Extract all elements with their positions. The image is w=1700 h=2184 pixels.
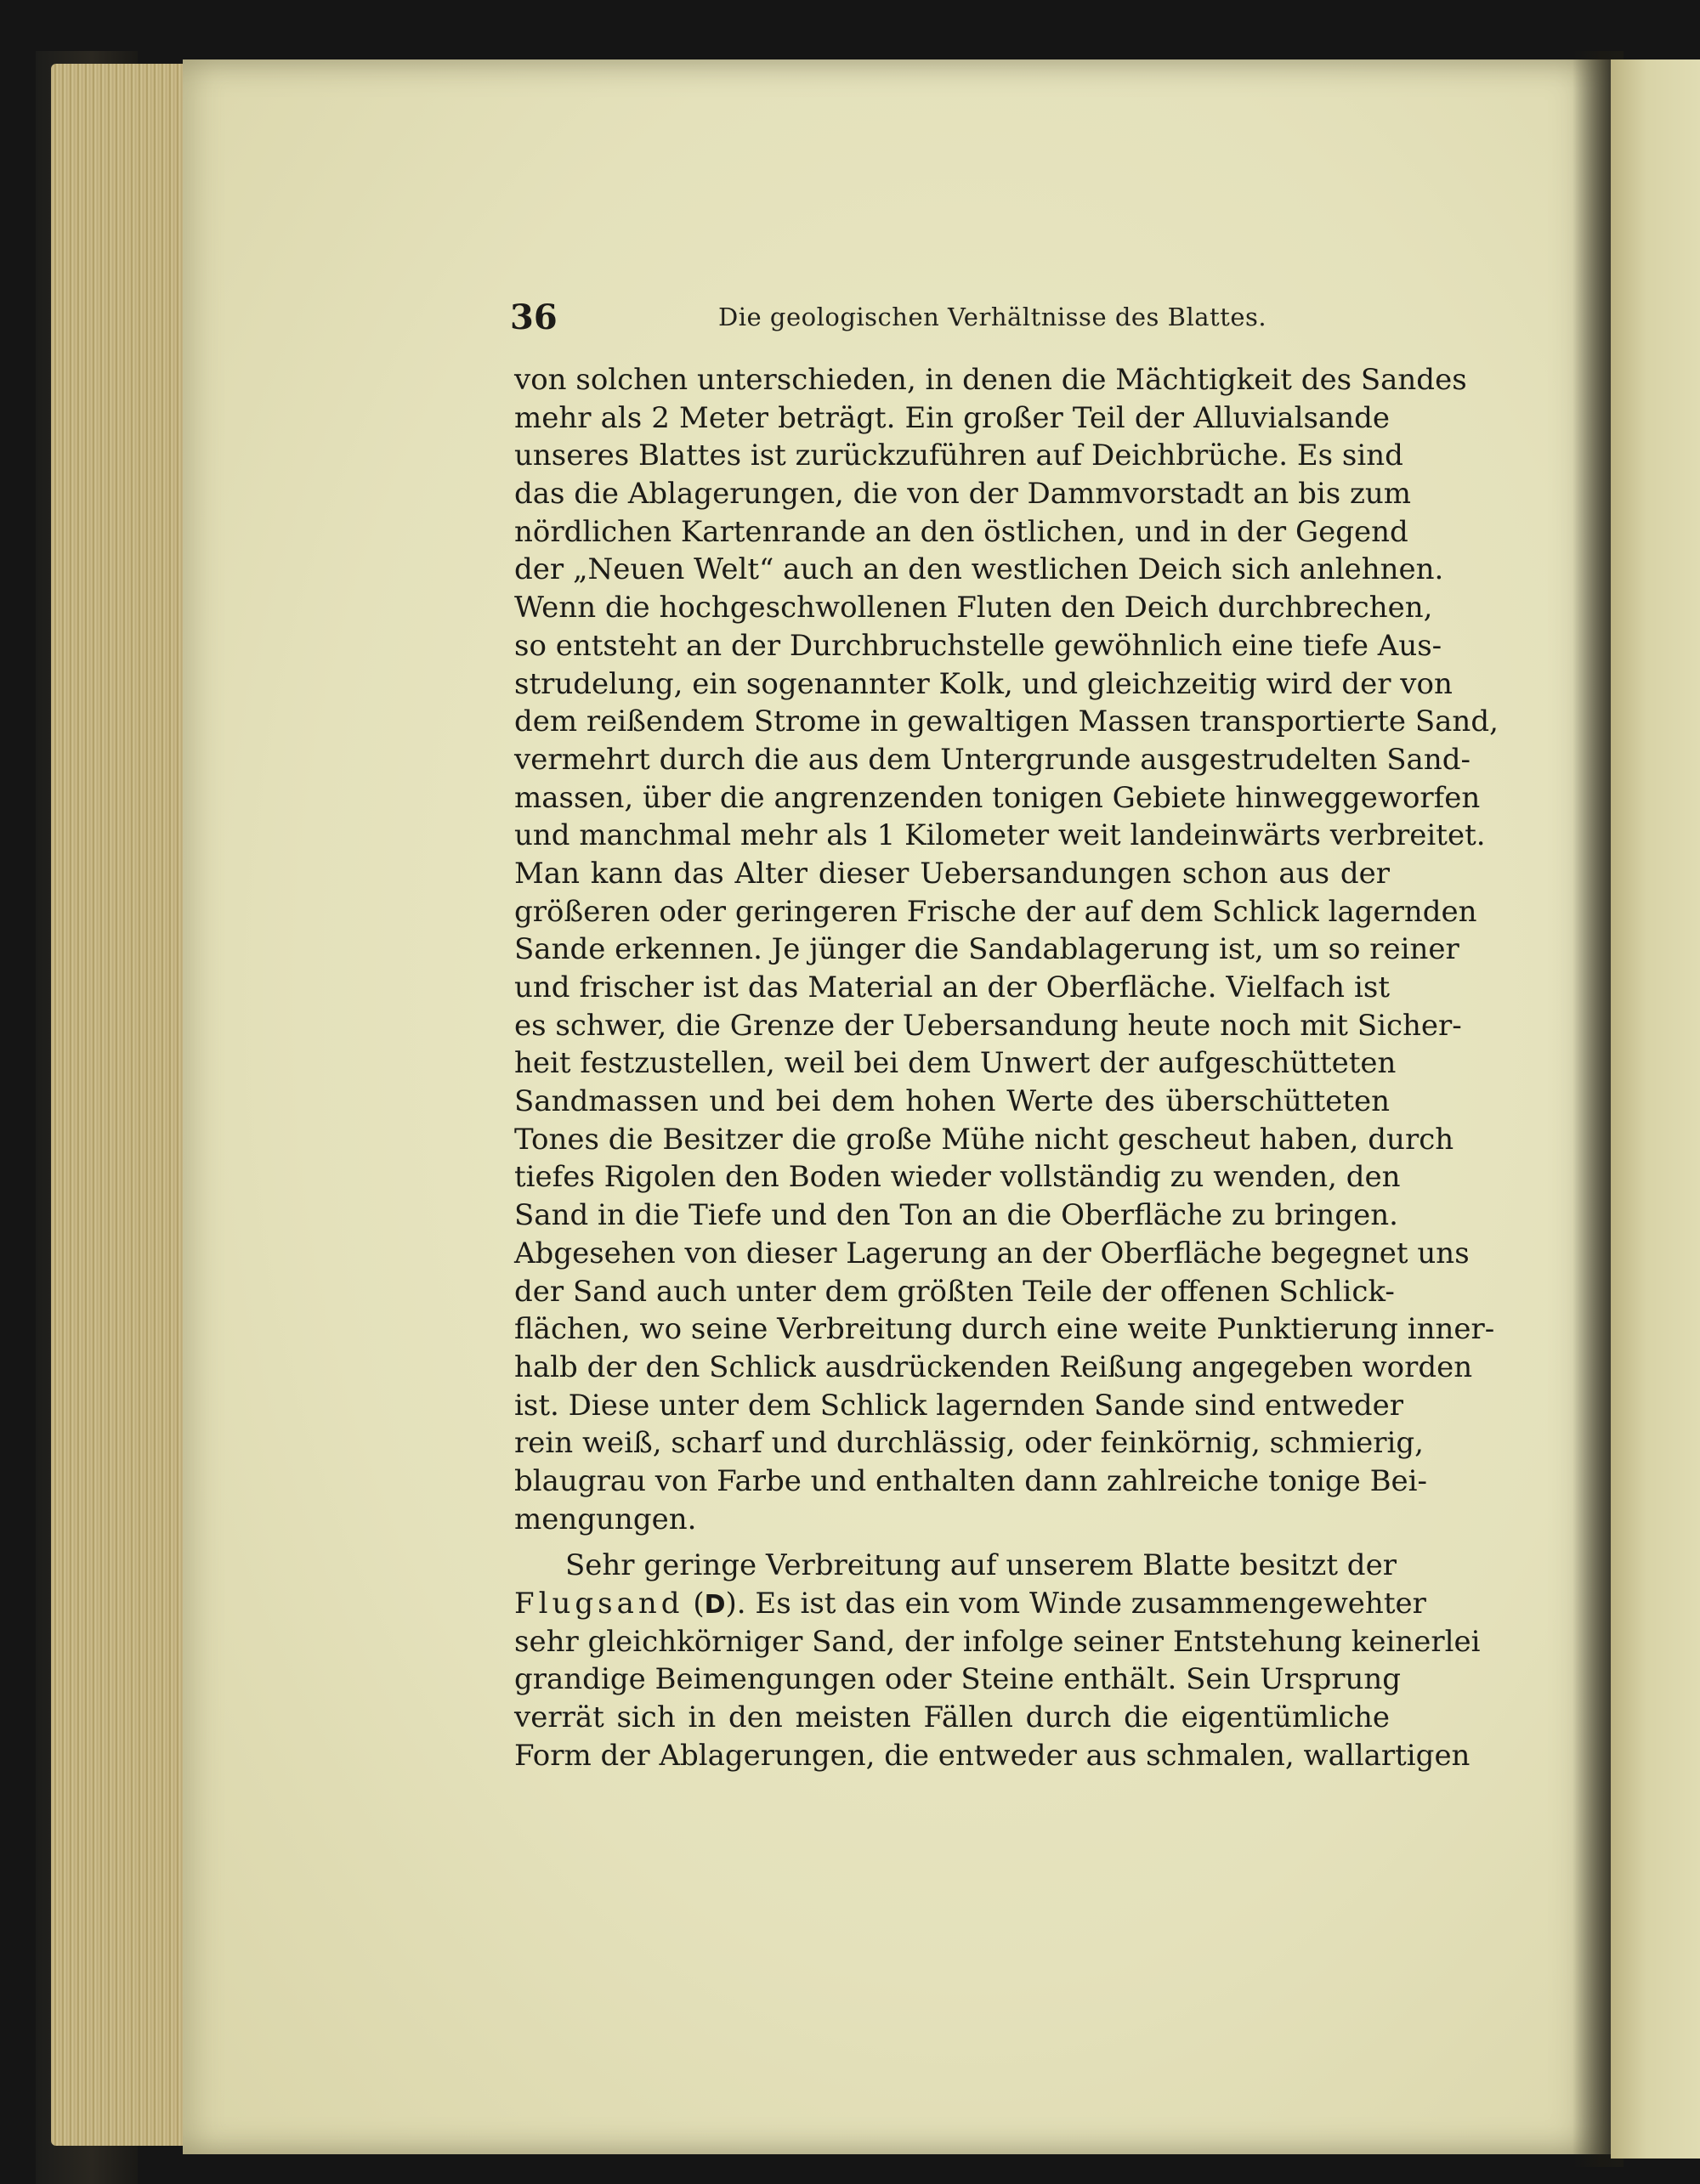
running-title: Die geologischen Verhältnisse des Blattes.	[718, 303, 1267, 331]
body-text	[514, 361, 1499, 1774]
text-line: und manchmal mehr als 1 Kilometer weit landeinwärts verbreitet.	[514, 818, 1486, 853]
page-edges	[51, 64, 187, 2146]
text-line: verrät sich in den meisten Fällen durch die eigentümliche	[514, 1700, 1390, 1735]
text-line: es schwer, die Grenze der Uebersandung heute noch mit Sicher-	[514, 1008, 1462, 1043]
text-line: mehr als 2 Meter beträgt. Ein großer Teil der Alluvialsande	[514, 400, 1390, 435]
text-line: Wenn die hochgeschwollenen Fluten den Deich durchbrechen,	[514, 591, 1433, 625]
text-line: halb der den Schlick ausdrückenden Reißung angegeben worden	[514, 1349, 1473, 1384]
text-line: dem reißendem Strome in gewaltigen Massen transportierte Sand,	[514, 704, 1499, 739]
text-line: Abgesehen von dieser Lagerung an der Oberfläche begegnet uns	[514, 1236, 1470, 1270]
text-line: blaugrau von Farbe und enthalten dann zahlreiche tonige Bei-	[514, 1463, 1428, 1498]
text-line: Sehr geringe Verbreitung auf unserem Blatte besitzt der	[565, 1548, 1397, 1583]
text-line: Form der Ablagerungen, die entweder aus schmalen, wallartigen	[514, 1738, 1470, 1773]
text-line: grandige Beimengungen oder Steine enthält. Sein Ursprung	[514, 1662, 1402, 1697]
text-line: Sande erkennen. Je jünger die Sandablagerung ist, um so reiner	[514, 932, 1459, 967]
text-line: nördlichen Kartenrande an den östlichen, und in der Gegend	[514, 514, 1408, 549]
symbol-paren-open: (	[693, 1587, 705, 1621]
page-number: 36	[510, 297, 558, 337]
text-line: tiefes Rigolen den Boden wieder vollständig zu wenden, den	[514, 1160, 1401, 1195]
text-line: rein weiß, scharf und durchlässig, oder feinkörnig, schmierig,	[514, 1426, 1424, 1461]
text-line: Sand in die Tiefe und den Ton an die Oberfläche zu bringen.	[514, 1198, 1398, 1233]
text-line: massen, über die angrenzenden tonigen Gebiete hinweggeworfen	[514, 780, 1481, 815]
next-page-edge	[1611, 59, 1700, 2159]
term-flugsand: Flugsand	[514, 1587, 684, 1621]
symbol-paren-close: ).	[725, 1587, 746, 1621]
text-line: das die Ablagerungen, die von der Dammvorstadt an bis zum	[514, 477, 1412, 512]
text-line: ist. Diese unter dem Schlick lagernden Sande sind entweder	[514, 1388, 1403, 1423]
text-line: der „Neuen Welt“ auch an den westlichen Deich sich anlehnen.	[514, 552, 1444, 587]
text-line: strudelung, ein sogenannter Kolk, und gleichzeitig wird der von	[514, 666, 1453, 701]
running-head	[510, 297, 1275, 348]
line-rest: Es ist das ein vom Winde zusammengewehter	[755, 1587, 1426, 1621]
text-line: größeren oder geringeren Frische der auf dem Schlick lagernden	[514, 894, 1477, 929]
text-line: flächen, wo seine Verbreitung durch eine weite Punktierung inner-	[514, 1312, 1495, 1347]
text-line: von solchen unterschieden, in denen die Mächtigkeit des Sandes	[514, 363, 1467, 397]
text-line: Sandmassen und bei dem hohen Werte des überschütteten	[514, 1084, 1390, 1119]
text-line: unseres Blattes ist zurückzuführen auf Deichbrüche. Es sind	[514, 438, 1403, 473]
map-symbol-d: D	[704, 1590, 726, 1620]
text-line: der Sand auch unter dem größten Teile der offenen Schlick-	[514, 1274, 1395, 1309]
text-line: Man kann das Alter dieser Uebersandungen schon aus der	[514, 856, 1390, 891]
text-line: sehr gleichkörniger Sand, der infolge seiner Entstehung keinerlei	[514, 1624, 1481, 1659]
text-line: vermehrt durch die aus dem Untergrunde ausgestrudelten Sand-	[514, 742, 1470, 777]
text-line: so entsteht an der Durchbruchstelle gewöhnlich eine tiefe Aus-	[514, 628, 1442, 663]
text-line: heit festzustellen, weil bei dem Unwert der aufgeschütteten	[514, 1046, 1397, 1081]
text-line-flugsand	[514, 1585, 1426, 1623]
text-line: mengungen.	[514, 1502, 697, 1536]
text-line: und frischer ist das Material an der Oberfläche. Vielfach ist	[514, 970, 1390, 1004]
text-line: Tones die Besitzer die große Mühe nicht gescheut haben, durch	[514, 1122, 1454, 1157]
